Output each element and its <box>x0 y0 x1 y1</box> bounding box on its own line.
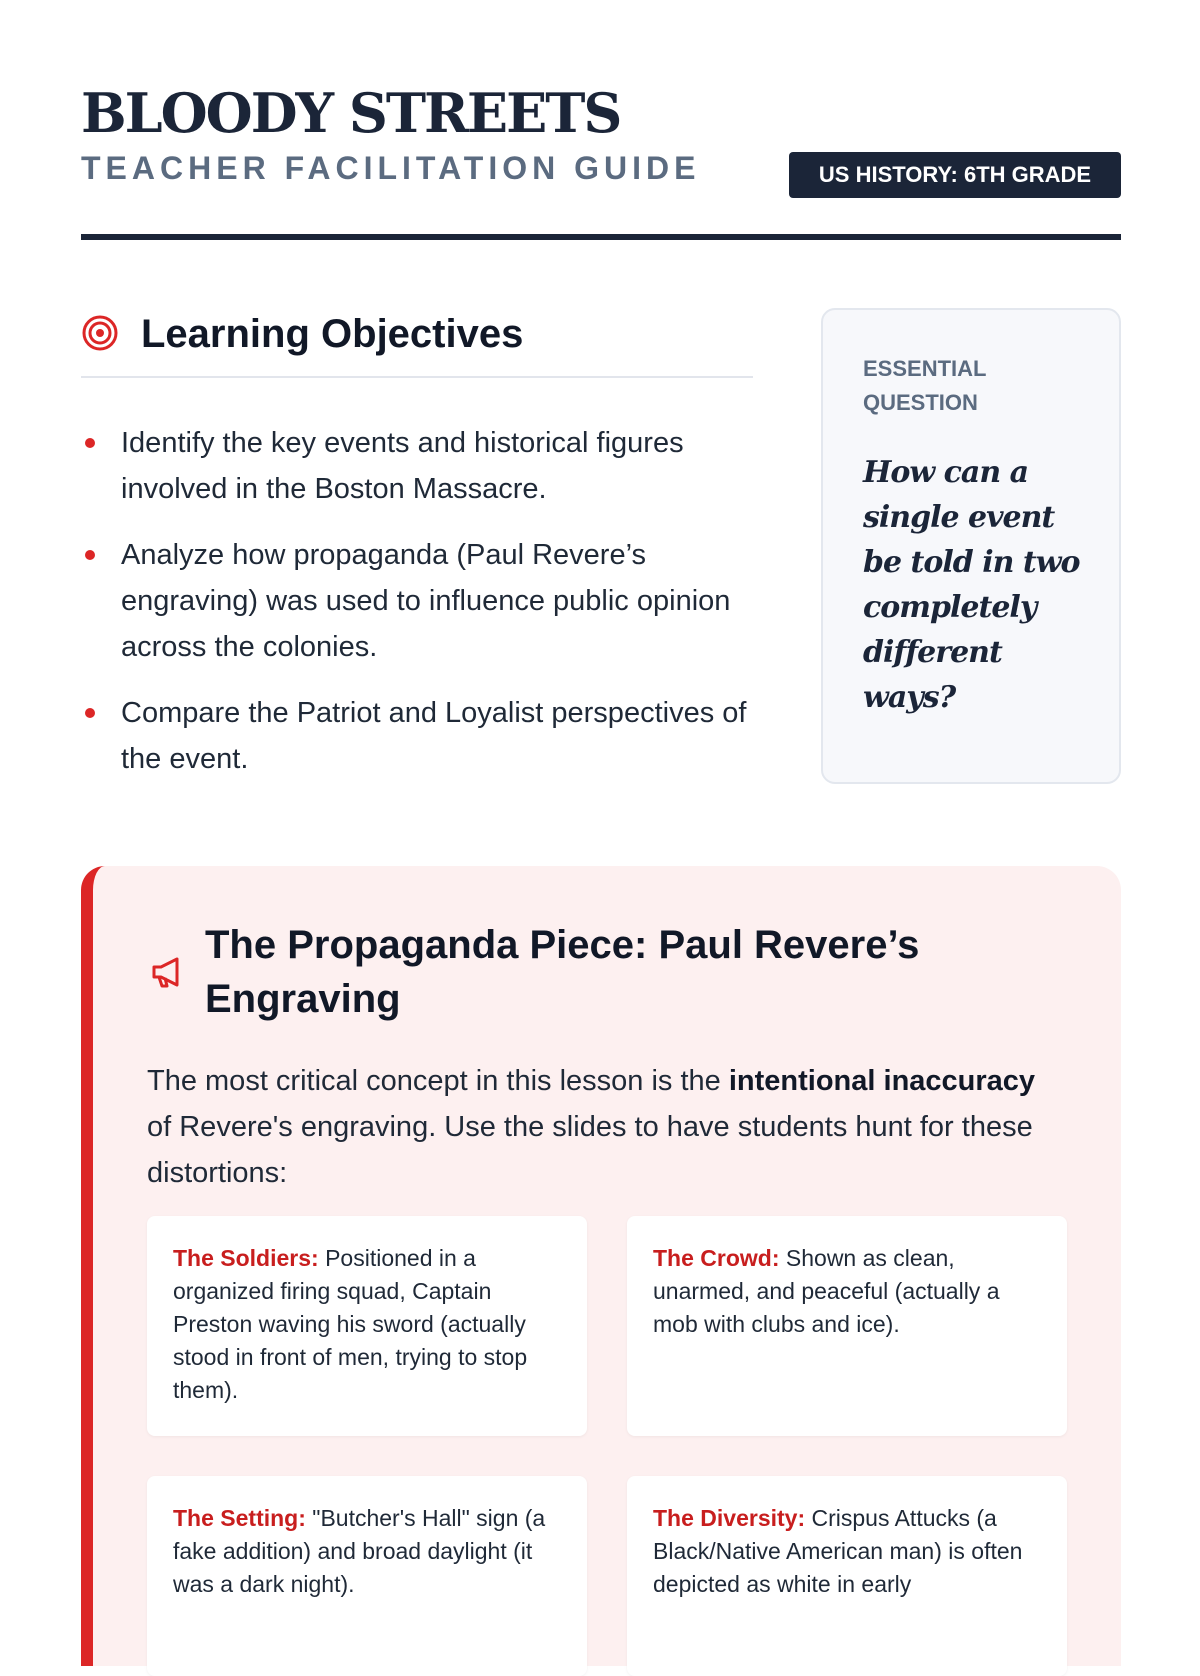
distortion-card-soldiers <box>147 1216 587 1436</box>
distortion-text: Positioned in a organized firing squad, Captain Preston waving his sword (actually stood in front of men, trying to stop them). <box>173 1245 528 1403</box>
essential-question-text: How can a single event be told in two completely different ways? <box>863 455 1080 715</box>
distortion-label: The Soldiers: <box>173 1245 319 1271</box>
intro-text: of Revere's engraving. Use the slides to have students hunt for these distortions: <box>147 1111 1033 1189</box>
objectives-title: Learning Objectives <box>141 312 524 356</box>
propaganda-intro <box>147 1058 1067 1196</box>
objectives-header <box>81 308 753 378</box>
megaphone-icon <box>149 954 185 990</box>
propaganda-card <box>81 866 1121 1666</box>
objective-item: Identify the key events and historical figures involved in the Boston Massacre. <box>81 420 753 512</box>
grade-badge: US HISTORY: 6TH GRADE <box>789 152 1121 198</box>
page-subtitle: TEACHER FACILITATION GUIDE <box>81 150 701 186</box>
distortion-card-diversity <box>627 1476 1067 1676</box>
page-title: BLOODY STREETS <box>81 81 621 145</box>
propaganda-title: The Propaganda Piece: Paul Revere’s Engraving <box>205 923 920 1021</box>
distortion-text: Shown as clean, unarmed, and peaceful (actually a mob with clubs and ice). <box>653 1245 1000 1337</box>
distortion-label: The Setting: <box>173 1505 306 1531</box>
intro-text: The most critical concept in this lesson is the <box>147 1065 729 1097</box>
distortion-text: Crispus Attucks (a Black/Native American man) is often depicted as white in early <box>653 1505 1023 1597</box>
distortion-text: "Butcher's Hall" sign (a fake addition) and broad daylight (it was a dark night). <box>173 1505 546 1597</box>
target-icon <box>81 314 119 352</box>
objective-item: Analyze how propaganda (Paul Revere’s engraving) was used to influence public opinion across the colonies. <box>81 532 753 670</box>
objective-item: Compare the Patriot and Loyalist perspectives of the event. <box>81 690 753 782</box>
intro-emphasis: intentional inaccuracy <box>728 1065 1036 1097</box>
distortion-label: The Crowd: <box>653 1245 780 1271</box>
objectives-list <box>81 420 753 802</box>
distortion-card-crowd <box>627 1216 1067 1436</box>
distortion-label: The Diversity: <box>653 1505 806 1531</box>
distortion-card-setting <box>147 1476 587 1676</box>
header-divider <box>81 234 1121 240</box>
essential-question-label: ESSENTIAL QUESTION <box>863 356 987 415</box>
essential-question-box <box>821 308 1121 784</box>
